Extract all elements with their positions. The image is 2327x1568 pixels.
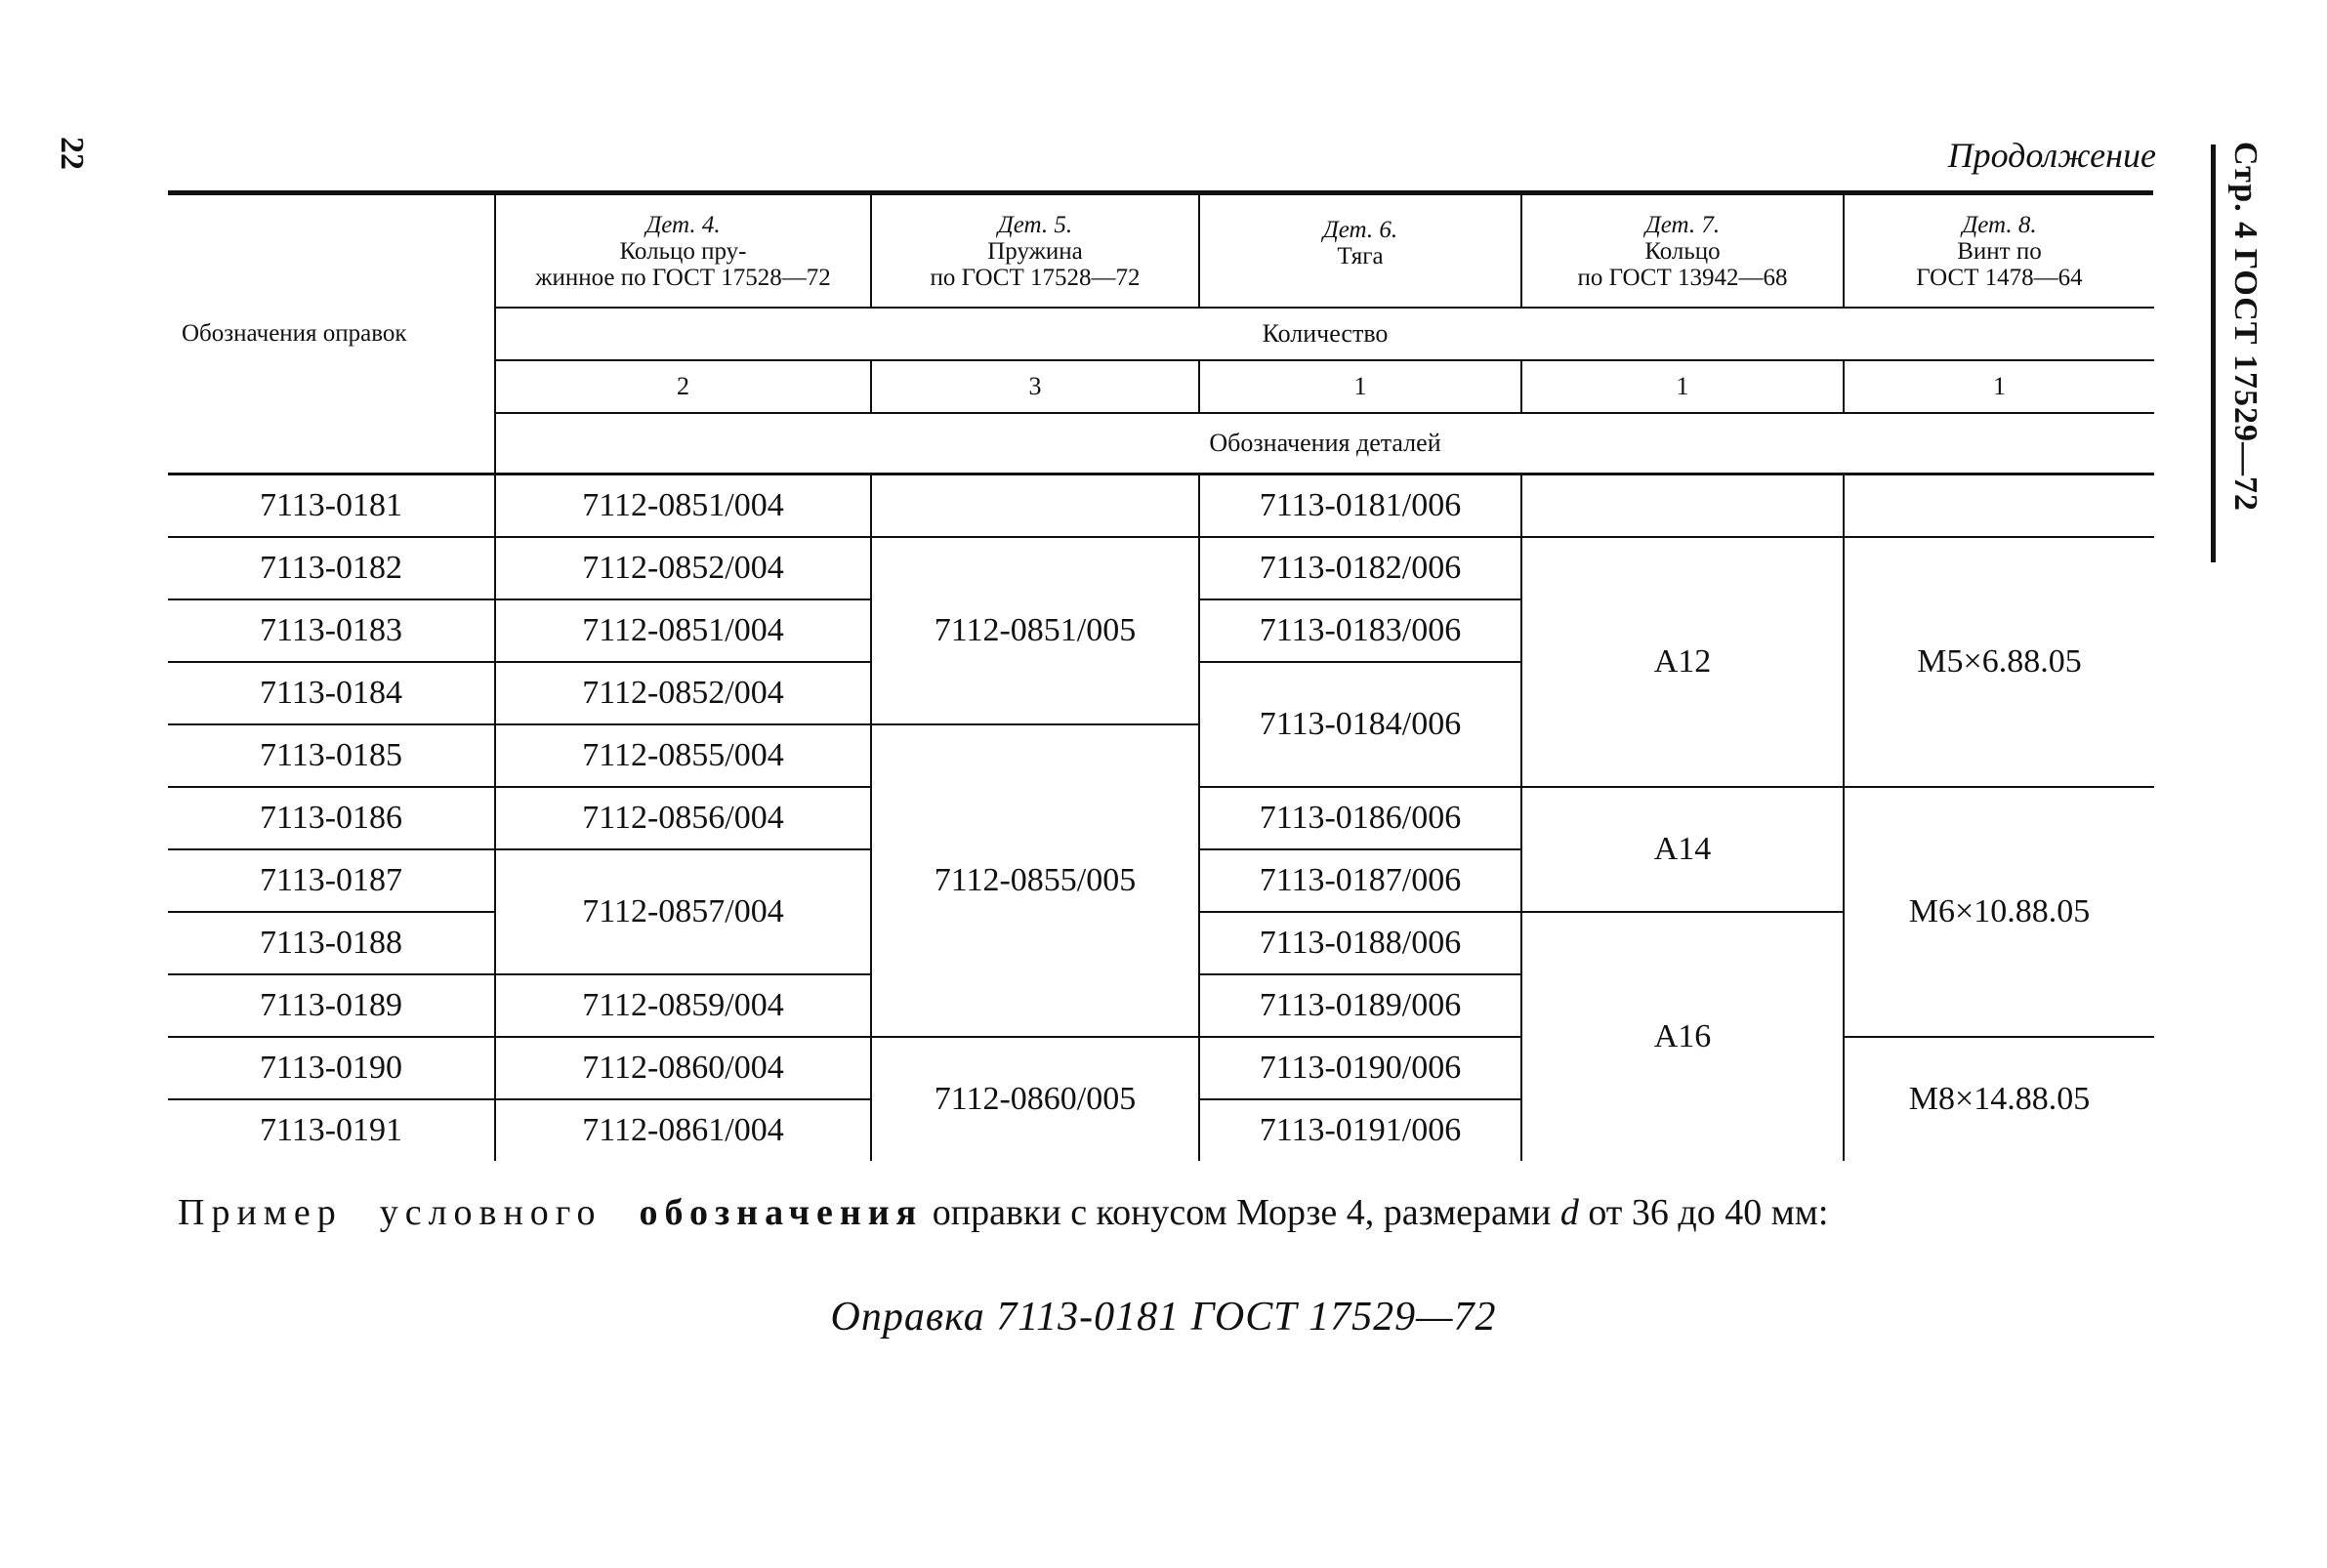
det4-cell: 7112-0852/004 — [495, 537, 871, 599]
det6-cell: 7113-0189/006 — [1199, 974, 1521, 1037]
mandrel-cell: 7113-0189 — [168, 974, 495, 1037]
det4-cell: 7112-0855/004 — [495, 724, 871, 787]
mandrel-cell: 7113-0184 — [168, 662, 495, 724]
example-text-2: от 36 до 40 мм: — [1588, 1192, 1829, 1233]
det4-cell: 7112-0851/004 — [495, 475, 871, 538]
det6-cell: 7113-0191/006 — [1199, 1099, 1521, 1161]
det5-cell: 7112-0851/005 — [871, 537, 1199, 724]
side-rule — [2211, 144, 2216, 562]
det4-cell: 7112-0851/004 — [495, 599, 871, 662]
det4-header: Дет. 4. Кольцо пру- жинное по ГОСТ 17528—72 — [495, 195, 871, 308]
det5-header: Дет. 5. Пружина по ГОСТ 17528—72 — [871, 195, 1199, 308]
det7-cell: A14 — [1521, 787, 1844, 912]
example-d-symbol: d — [1559, 1192, 1579, 1233]
mandrel-cell: 7113-0185 — [168, 724, 495, 787]
mandrel-cell: 7113-0191 — [259, 1112, 403, 1148]
det4-cell: 7112-0857/004 — [495, 849, 871, 974]
det6-cell: 7113-0186/006 — [1199, 787, 1521, 849]
det6-cell: 7113-0181/006 — [1199, 475, 1521, 538]
example-word-1: Пример — [178, 1192, 343, 1233]
example-designation: Оправка 7113-0181 ГОСТ 17529—72 — [830, 1295, 1497, 1340]
det4-cell: 7112-0856/004 — [495, 787, 871, 849]
det8-cell-empty — [1844, 475, 2154, 538]
det6-cell: 7113-0183/006 — [1199, 599, 1521, 662]
mandrel-cell: 7113-0182 — [168, 537, 495, 599]
mandrel-cell: 7113-0188 — [168, 912, 495, 974]
det7-cell-empty — [1521, 475, 1844, 538]
mandrel-cell: 7113-0181 — [168, 475, 495, 538]
det6-cell: 7113-0187/006 — [1199, 849, 1521, 912]
qty-det8: 1 — [1844, 360, 2154, 413]
det4-cell: 7112-0852/004 — [495, 662, 871, 724]
mandrel-cell: 7113-0187 — [168, 849, 495, 912]
det5-cell-empty — [871, 475, 1199, 538]
det7-cell: A12 — [1521, 537, 1844, 787]
det8-header: Дет. 8. Винт по ГОСТ 1478—64 — [1844, 195, 2154, 308]
qty-det5: 3 — [871, 360, 1199, 413]
det6-cell: 7113-0190/006 — [1199, 1037, 1521, 1099]
mandrel-cell: 7113-0186 — [168, 787, 495, 849]
det6-header: Дет. 6. Тяга — [1199, 195, 1521, 308]
det4-cell: 7112-0860/004 — [495, 1037, 871, 1099]
qty-det4: 2 — [495, 360, 871, 413]
mandrel-cell: 7113-0183 — [168, 599, 495, 662]
det4-cell: 7112-0859/004 — [495, 974, 871, 1037]
designations-header: Обозначения деталей — [495, 413, 2154, 475]
qty-det7: 1 — [1521, 360, 1844, 413]
continuation-label: Продолжение — [1947, 136, 2156, 175]
mandrel-column-header: Обозначения оправок — [168, 195, 495, 475]
side-header: Стр. 4 ГОСТ 17529—72 — [2227, 142, 2264, 513]
example-paragraph — [178, 1191, 2150, 1234]
quantity-header: Количество — [495, 308, 2154, 360]
det5-cell: 7112-0855/005 — [871, 724, 1199, 1037]
det6-cell: 7113-0182/006 — [1199, 537, 1521, 599]
det7-cell: A16 — [1521, 912, 1844, 1161]
det8-cell: M6×10.88.05 — [1844, 787, 2154, 1037]
det8-cell: M8×14.88.05 — [1844, 1037, 2154, 1161]
example-word-2: условного — [379, 1192, 603, 1233]
det4-cell: 7112-0861/004 — [495, 1099, 871, 1161]
det8-cell: M5×6.88.05 — [1844, 537, 2154, 787]
parts-table — [168, 195, 2154, 1161]
example-word-3: обозначения — [639, 1192, 924, 1233]
det5-cell: 7112-0860/005 — [871, 1037, 1199, 1161]
det6-cell: 7113-0184/006 — [1199, 662, 1521, 787]
det7-header: Дет. 7. Кольцо по ГОСТ 13942—68 — [1521, 195, 1844, 308]
mandrel-cell: 7113-0190 — [168, 1037, 495, 1099]
det6-cell: 7113-0188/006 — [1199, 912, 1521, 974]
qty-det6: 1 — [1199, 360, 1521, 413]
page-number: 22 — [54, 137, 90, 170]
example-text-1: оправки с конусом Морзе 4, размерами — [932, 1192, 1552, 1233]
